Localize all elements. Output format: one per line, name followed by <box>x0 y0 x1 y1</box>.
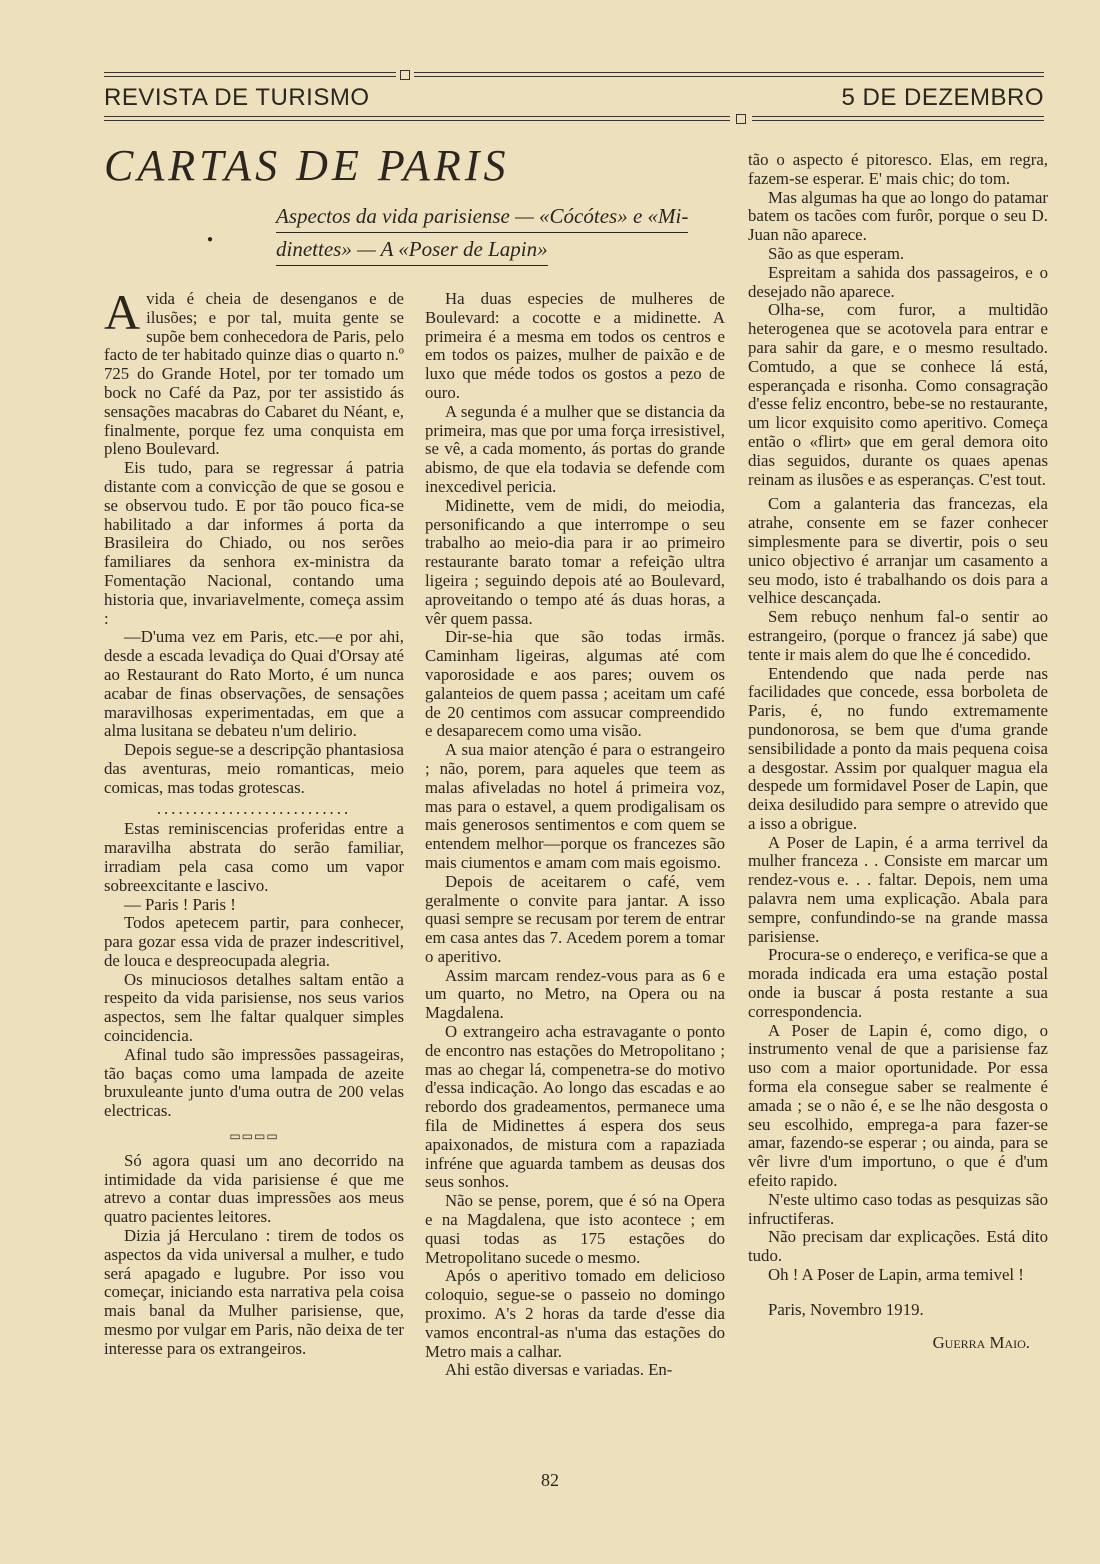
paragraph: Não se pense, porem, que é só na Opera e na Magdalena, que isto acontece ; em quasi todas as 175 estações do Metropolitano sucede o mesmo. <box>425 1191 725 1267</box>
section-ornament: ▭▭▭▭ <box>229 1129 279 1144</box>
bullet-mark: ● <box>207 234 214 245</box>
paragraph: A sua maior atenção é para o estrangeiro ; não, porem, para aqueles que teem as malas afiveladas no hotel á primeira voz, mas para o estavel, a quem prodigalisam os mais generosos sentimentos e com quem se entendem melhor—porque os francezes são mais ciumentos e amam com mais egoismo. <box>425 740 725 872</box>
paragraph: Após o aperitivo tomado em delicioso coloquio, segue-se o passeio no domingo proximo. A's 2 horas da tarde d'esse dia vamos encontral-as n'uma das estações do Metro mais a calhar. <box>425 1266 725 1361</box>
paragraph: tão o aspecto é pitoresco. Elas, em regra, fazem-se esperar. E' mais chic; do tom. <box>748 150 1048 188</box>
paragraph: Dir-se-hia que são todas irmãs. Caminham ligeiras, algumas até com vaporosidade e aos pares; ouvem os galanteios de quem passa ; aceitam um café de 20 centimos com assucar compreendido e desaparecem como uma visão. <box>425 627 725 741</box>
paragraph: Ha duas especies de mulheres de Boulevard: a cocotte e a midinette. A primeira é a mesma em todos os centros e em todos os paizes, mulher de paixão e de luxo que méde todos os gostos a pezo de ouro. <box>425 289 725 402</box>
subtitle-line-1: Aspectos da vida parisiense — «Cócótes» e «Mi- <box>276 200 688 233</box>
page-number: 82 <box>541 1470 559 1490</box>
paragraph: Midinette, vem de midi, do meiodia, personificando a que interrompe o seu trabalho ao meio-dia para ir ao primeiro restaurante barato tomar a refeição ultra ligeira ; seguindo depois até ao Boulevard, aproveitando o tempo até ás duas horas, a vêr quem passa. <box>425 495 725 628</box>
paragraph: Ahi estão diversas e variadas. En- <box>445 1360 673 1380</box>
paragraph: São as que esperam. <box>768 243 905 263</box>
article-subtitle <box>276 200 722 266</box>
paragraph: Assim marcam rendez-vous para as 6 e um quarto, no Metro, na Opera ou na Magdalena. <box>425 965 725 1023</box>
paragraph: Afinal tudo são impressões passageiras, tão baças como uma lampada de azeite bruxuleante junto d'uma outra de 200 velas electricas. <box>104 1044 404 1121</box>
paragraph: Entendendo que nada perde nas facilidades que concede, essa borboleta de Paris, é, no fundo extremamente pundonorosa, se bem que d'uma grande sensibilidade a ponto da mais pequena coisa a desgostar. Assim por qualquer magua ela despede um formidavel Poser de Lapin, que deixa desiludido para sempre o atrevido que a isso a obrigue. <box>748 663 1048 833</box>
paragraph: Mas algumas ha que ao longo do patamar batem os tacões com furôr, porque o seu D. Juan não aparece. <box>748 187 1048 245</box>
paragraph: — Paris ! Paris ! <box>124 894 236 914</box>
journal-name: REVISTA DE TURISMO <box>104 84 370 111</box>
column-2 <box>425 290 725 1380</box>
paragraph: Procura-se o endereço, e verifica-se que a morada indicada era uma estação postal onde ia buscar á posta restante a sua correspondencia. <box>748 945 1048 1021</box>
issue-date: 5 DE DEZEMBRO <box>841 84 1044 111</box>
drop-cap: A <box>104 284 141 340</box>
dotted-separator: ........................... <box>156 798 352 818</box>
paragraph: Os minuciosos detalhes saltam então a respeito da vida parisiense, nos seus varios aspectos, sem lhe faltar qualquer simples coincidencia. <box>104 969 404 1046</box>
paragraph: Todos apetecem partir, para conhecer, para gozar essa vida de prazer indescritivel, de louca e despreocupada alegria. <box>104 913 404 970</box>
rule-ornament <box>400 70 410 80</box>
paragraph: Olha-se, com furor, a multidão heterogenea que se acotovela para entrar e para sahir da gare, e o mesmo resultado. Comtudo, a que se conhece lá está, esperançada e risonha. Como consagração d'esse feliz encontro, bebe-se no restaurante, um licor exquisito como aperitivo. Começa então o «flirt» que em geral demora oito dias seguidos, durante os quaes apenas reinam as ilusões e as esperanças. C'est tout. <box>748 300 1048 489</box>
paragraph: Depois de aceitarem o café, vem geralmente o convite para jantar. A isso quasi sempre se recusam por terem de entrar em casa antes das 7. Acedem porem a tomar o aperitivo. <box>425 871 725 966</box>
paragraph: —D'uma vez em Paris, etc.—e por ahi, desde a escada levadiça do Quai d'Orsay até ao Restaurant do Rato Morto, é um nunca acabar de finas observações, de sensações maravilhosas experimentadas, em que a alma lusitana se debateu n'um delirio. <box>104 627 404 741</box>
column-3 <box>748 151 1048 1352</box>
paragraph: Sem rebuço nenhum fal-o sentir ao estrangeiro, (porque o francez já sabe) que tente ir mais alem do que lhe é concedido. <box>748 607 1048 664</box>
paragraph: Oh ! A Poser de Lapin, arma temivel ! <box>768 1265 1024 1285</box>
paragraph: Não precisam dar explicações. Está dito tudo. <box>748 1227 1048 1266</box>
column-1 <box>104 284 404 1359</box>
paragraph: A Poser de Lapin, é a arma terrivel da mulher franceza . . Consiste em marcar um rendez-vous e. . . faltar. Depois, nem uma palavra nem uma explicação. Abala para sempre, confundindo-se na grande massa parisiense. <box>748 832 1048 946</box>
paragraph: N'este ultimo caso todas as pesquizas são infructiferas. <box>748 1189 1048 1228</box>
paragraph: Com a galanteria das francezas, ela atrahe, consente em se fazer conhecer simplesmente para se divertir, pois o seu unico objectivo é arranjar um casamento a seu modo, isto é trabalhando os dois para a velhice descançada. <box>748 494 1048 608</box>
paragraph: Estas reminiscencias proferidas entre a maravilha abstrata do serão familiar, irradiam pela casa como um vapor sobreexcitante e lascivo. <box>104 819 404 895</box>
paragraph: Avida é cheia de desenganos e de ilusões; e por tal, muita gente se supõe bem conhecedora de Paris, pelo facto de ter habitado quinze dias o quarto n.º 725 do Grande Hotel, por ter tomado um bock no Café da Paz, por ter assistido ás sensações macabras do Cabaret du Néant, e, finalmente, porque fez uma conquista em pleno Boulevard. <box>104 284 404 459</box>
paragraph: A segunda é a mulher que se distancia da primeira, mas que por uma força irresistivel, se vê, a cada momento, ás portas do grande abismo, de que ela todavia se defende com inexcedivel pericia. <box>425 401 725 496</box>
paragraph: O extrangeiro acha estravagante o ponto de encontro nas estações do Metropolitano ; mas ao chegar lá, compenetra-se do motivo d'essa indicação. Ao longo das escadas e ao rebordo dos gradeamentos, permanece uma fila de Midinettes á espera dos seus apaixonados, de mistura com a rapaziada infréne que aguarda tambem as deusas dos seus sonhos. <box>425 1022 725 1192</box>
rule-ornament <box>736 114 746 124</box>
paragraph: Espreitam a sahida dos passageiros, e o desejado não aparece. <box>748 262 1048 301</box>
paragraph: Depois segue-se a descripção phantasiosa das aventuras, meio romanticas, meio comicas, mas todas grotescas. <box>104 740 404 797</box>
subtitle-line-2: dinettes» — A «Poser de Lapin» <box>276 233 548 266</box>
header-rule-right <box>752 116 1044 121</box>
top-rule-right <box>414 72 1044 77</box>
header-rule-left <box>104 116 730 121</box>
paragraph: Só agora quasi um ano decorrido na intimidade da vida parisiense é que me atrevo a contar duas impressões aos meus quatro pacientes leitores. <box>104 1150 404 1227</box>
paragraph: A Poser de Lapin é, como digo, o instrumento venal de que a parisiense faz uso com a maior oportunidade. Por essa forma ela consegue saber se realmente é amada ; se o não é, e se lhe não desgosta o seu escolhido, emprega-a para fazer-se amar, fazendo-se esperar ; ou ainda, para se vêr livre d'um importuno, o que é d'um efeito rapido. <box>748 1020 1048 1191</box>
paragraph: Eis tudo, para se regressar á patria distante com a convicção de que se gosou e se observou tudo. E por tão pouco fica-se habilitado a dar informes á porta da Brasileira do Chiado, ou nos serões familiares da senhora ex-ministra da Fomentação Nacional, contando uma historia que, invariavelmente, começa assim : <box>104 458 404 628</box>
paragraph: Dizia já Herculano : tirem de todos os aspectos da vida universal a mulher, e tudo será apagado e lugubre. Por isso vou começar, iniciando esta narrativa pela coisa mais banal da Mulher parisiense, que, mesmo por vulgar em Paris, não deixa de ter interesse para os extrangeiros. <box>104 1226 404 1358</box>
author-signature: Guerra Maio. <box>932 1332 1030 1352</box>
dateline: Paris, Novembro 1919. <box>768 1299 924 1319</box>
top-rule-left <box>104 72 396 77</box>
article-title: CARTAS DE PARIS <box>104 141 510 190</box>
